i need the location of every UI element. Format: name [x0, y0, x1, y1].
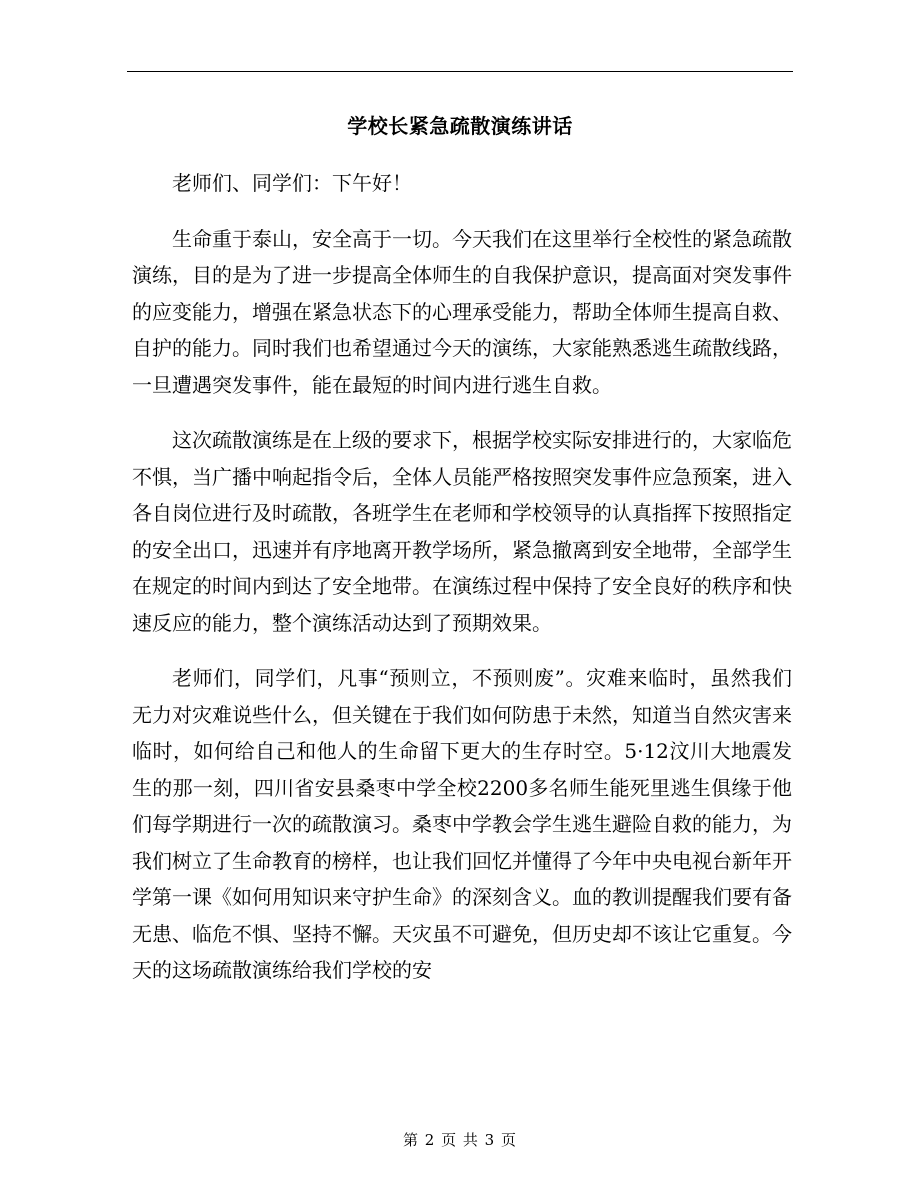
page-title: 学校长紧急疏散演练讲话 — [347, 114, 573, 138]
paragraph-1: 生命重于泰山，安全高于一切。今天我们在这里举行全校性的紧急疏散演练，目的是为了进一步提高全体师生的自我保护意识，提高面对突发事件的应变能力，增强在紧急状态下的心理承受能力，帮助全体师生提高自救、自护的能力。同时我们也希望通过今天的演练，大家能熟悉逃生疏散线路，一旦遭遇突发事件，能在最短的时间内进行逃生自救。 — [132, 226, 792, 397]
paragraph-2: 这次疏散演练是在上级的要求下，根据学校实际安排进行的，大家临危不惧，当广播中响起指令后，全体人员能严格按照突发事件应急预案，进入各自岗位进行及时疏散，各班学生在老师和学校领导的认真指挥下按照指定的安全出口，迅速并有序地离开教学场所，紧急撤离到安全地带，全部学生在规定的时间内到达了安全地带。在演练过程中保持了安全良好的秩序和快速反应的能力，整个演练活动达到了预期效果。 — [132, 428, 792, 635]
salutation: 老师们、同学们：下午好！ — [172, 171, 412, 195]
document-body — [132, 165, 792, 1008]
page-number-footer: 第 2 页 共 3 页 — [403, 1131, 517, 1149]
header-rule — [127, 71, 793, 72]
paragraph-3: 老师们，同学们，凡事“预则立，不预则废”。灾难来临时，虽然我们无力对灾难说些什么，但关键在于我们如何防患于未然，知道当自然灾害来临时，如何给自己和他人的生命留下更大的生存时空。5·12汶川大地震发生的那一刻，四川省安县桑枣中学全校2200多名师生能死里逃生俱缘于他们每学期进行一次的疏散演习。桑枣中学教会学生逃生避险自救的能力，为我们树立了生命教育的榜样，也让我们回忆并懂得了今年中央电视台新年开学第一课《如何用知识来守护生命》的深刻含义。血的教训提醒我们要有备无患、临危不惧、坚持不懈。天灾虽不可避免，但历史却不该让它重复。今天的这场疏散演练给我们学校的安 — [132, 666, 792, 982]
